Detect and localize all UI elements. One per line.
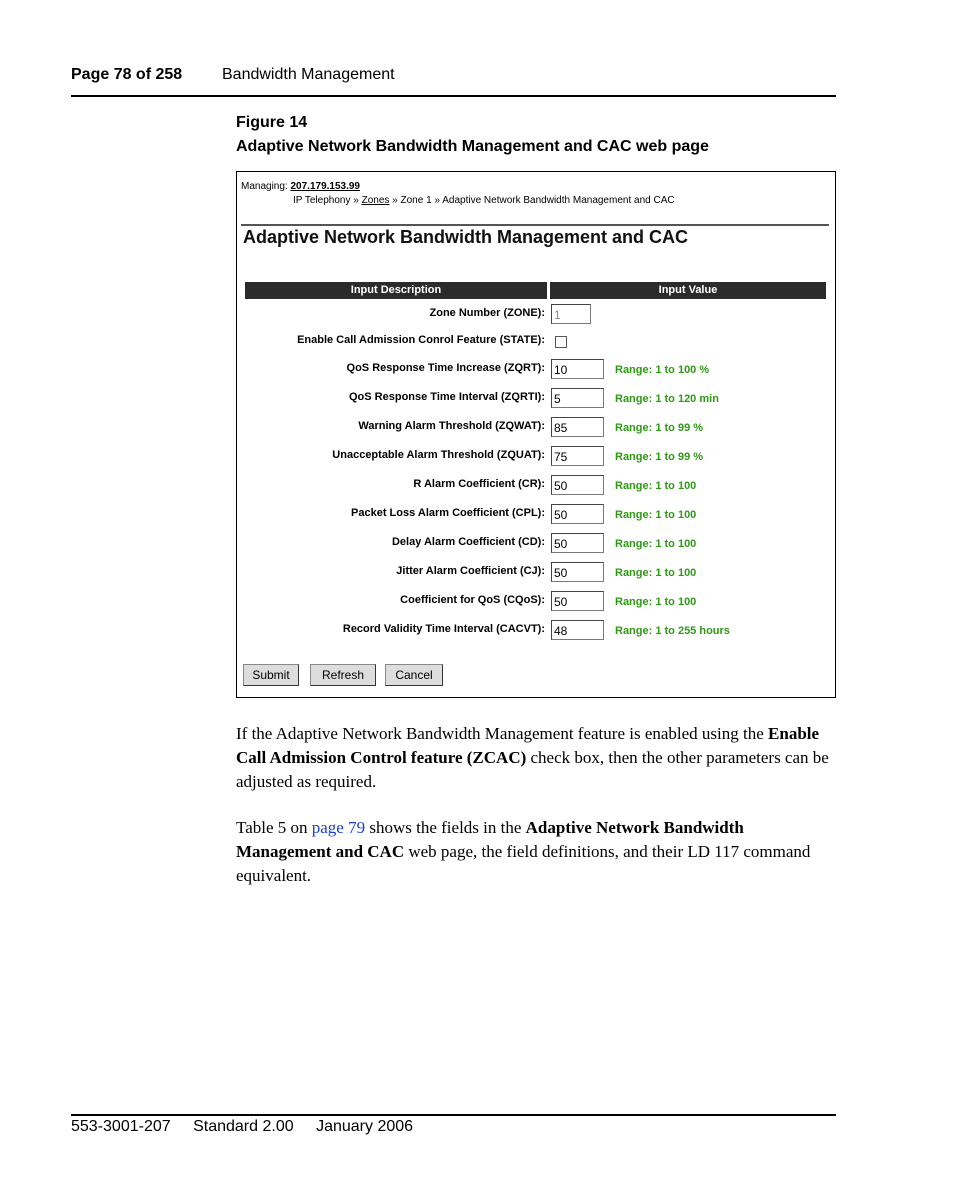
- form-row-input[interactable]: 10: [551, 359, 604, 379]
- form-row-label: QoS Response Time Interval (ZQRTI):: [349, 391, 545, 403]
- footer: [71, 1118, 431, 1136]
- form-row-label: Delay Alarm Coefficient (CD):: [391, 536, 545, 548]
- page-79-link[interactable]: page 79: [311, 818, 366, 837]
- paragraph-1-text-end: check box, then the other parameters can be adjusted as required.: [236, 748, 829, 791]
- form-row-input[interactable]: 5: [551, 388, 604, 408]
- form-row-range: Range: 1 to 100: [615, 567, 697, 579]
- paragraph-1: [236, 722, 836, 794]
- footer-doc-number: 553-3001-207: [71, 1118, 171, 1135]
- form-row-range: Range: 1 to 100: [615, 596, 697, 608]
- footer-standard: Standard 2.00: [193, 1118, 294, 1135]
- web-page-screenshot: [236, 171, 836, 698]
- zone-number-label: Zone Number (ZONE):: [429, 307, 545, 319]
- submit-button[interactable]: Submit: [243, 664, 299, 686]
- breadcrumb-ip-telephony: IP Telephony: [293, 195, 351, 206]
- breadcrumb: [293, 195, 675, 206]
- form-row-range: Range: 1 to 99 %: [615, 451, 704, 463]
- paragraph-2-text: Table 5 on: [236, 818, 312, 837]
- form-row-range: Range: 1 to 255 hours: [615, 625, 730, 637]
- managing-label: Managing:: [241, 181, 288, 192]
- form-row-range: Range: 1 to 120 min: [615, 393, 719, 405]
- paragraph-2-text-end: web page, the field definitions, and their LD 117 command equivalent.: [236, 842, 811, 885]
- form-row-label: Unacceptable Alarm Threshold (ZQUAT):: [332, 449, 545, 461]
- form-row-input[interactable]: 75: [551, 446, 604, 466]
- figure-number: Figure 14: [236, 114, 308, 131]
- footer-divider: [71, 1114, 836, 1116]
- managing-line: [241, 181, 360, 192]
- form-row-input[interactable]: 50: [551, 591, 604, 611]
- form-row-range: Range: 1 to 100: [615, 480, 697, 492]
- page-number: Page 78 of 258: [71, 66, 183, 83]
- form-row-input[interactable]: 50: [551, 533, 604, 553]
- paragraph-1-text: If the Adaptive Network Bandwidth Management feature is enabled using the: [236, 724, 769, 743]
- form-row-range: Range: 1 to 100: [615, 509, 697, 521]
- breadcrumb-separator: »: [353, 195, 359, 206]
- refresh-button[interactable]: Refresh: [310, 664, 376, 686]
- cancel-button[interactable]: Cancel: [385, 664, 443, 686]
- form-row-input[interactable]: 50: [551, 475, 604, 495]
- page-title: Adaptive Network Bandwidth Management and CAC: [243, 227, 689, 247]
- form-row-label: QoS Response Time Increase (ZQRT):: [346, 362, 545, 374]
- breadcrumb-separator: »: [392, 195, 398, 206]
- section-title: Bandwidth Management: [222, 66, 395, 83]
- paragraph-1-bold: Enable Call Admission Control feature (ZCAC): [236, 724, 820, 767]
- form-row-range: Range: 1 to 99 %: [615, 422, 704, 434]
- paragraph-2-bold: Adaptive Network Bandwidth Management and CAC: [236, 818, 744, 861]
- enable-cac-label: Enable Call Admission Conrol Feature (STATE):: [297, 334, 545, 346]
- breadcrumb-current: Adaptive Network Bandwidth Management and CAC: [442, 195, 675, 206]
- title-divider: [241, 224, 829, 226]
- form-row-input[interactable]: 50: [551, 562, 604, 582]
- form-row-label: Record Validity Time Interval (CACVT):: [342, 623, 545, 635]
- breadcrumb-separator: »: [434, 195, 440, 206]
- form-row-input[interactable]: 85: [551, 417, 604, 437]
- header-divider: [71, 95, 836, 97]
- form-row-label: Warning Alarm Threshold (ZQWAT):: [358, 420, 545, 432]
- column-header-input-description: Input Description: [245, 282, 547, 299]
- paragraph-2: [236, 816, 836, 888]
- form-row-range: Range: 1 to 100 %: [615, 364, 710, 376]
- footer-date: January 2006: [316, 1118, 414, 1135]
- managing-ip-link[interactable]: 207.179.153.99: [290, 181, 360, 192]
- figure-caption: Adaptive Network Bandwidth Management and CAC web page: [236, 138, 709, 155]
- form-row-input[interactable]: 50: [551, 504, 604, 524]
- breadcrumb-zones-link[interactable]: Zones: [361, 195, 390, 206]
- form-row-label: Coefficient for QoS (CQoS):: [400, 594, 545, 606]
- form-row-label: Jitter Alarm Coefficient (CJ):: [396, 565, 545, 577]
- paragraph-2-text-mid: shows the fields in the: [365, 818, 526, 837]
- breadcrumb-zone-1: Zone 1: [400, 195, 432, 206]
- form-row-label: Packet Loss Alarm Coefficient (CPL):: [351, 507, 545, 519]
- column-header-input-value: Input Value: [550, 282, 826, 299]
- form-row-input[interactable]: 48: [551, 620, 604, 640]
- form-row-range: Range: 1 to 100: [615, 538, 697, 550]
- zone-number-input: 1: [551, 304, 591, 324]
- form-row-label: R Alarm Coefficient (CR):: [413, 478, 545, 490]
- enable-cac-checkbox[interactable]: [555, 336, 567, 348]
